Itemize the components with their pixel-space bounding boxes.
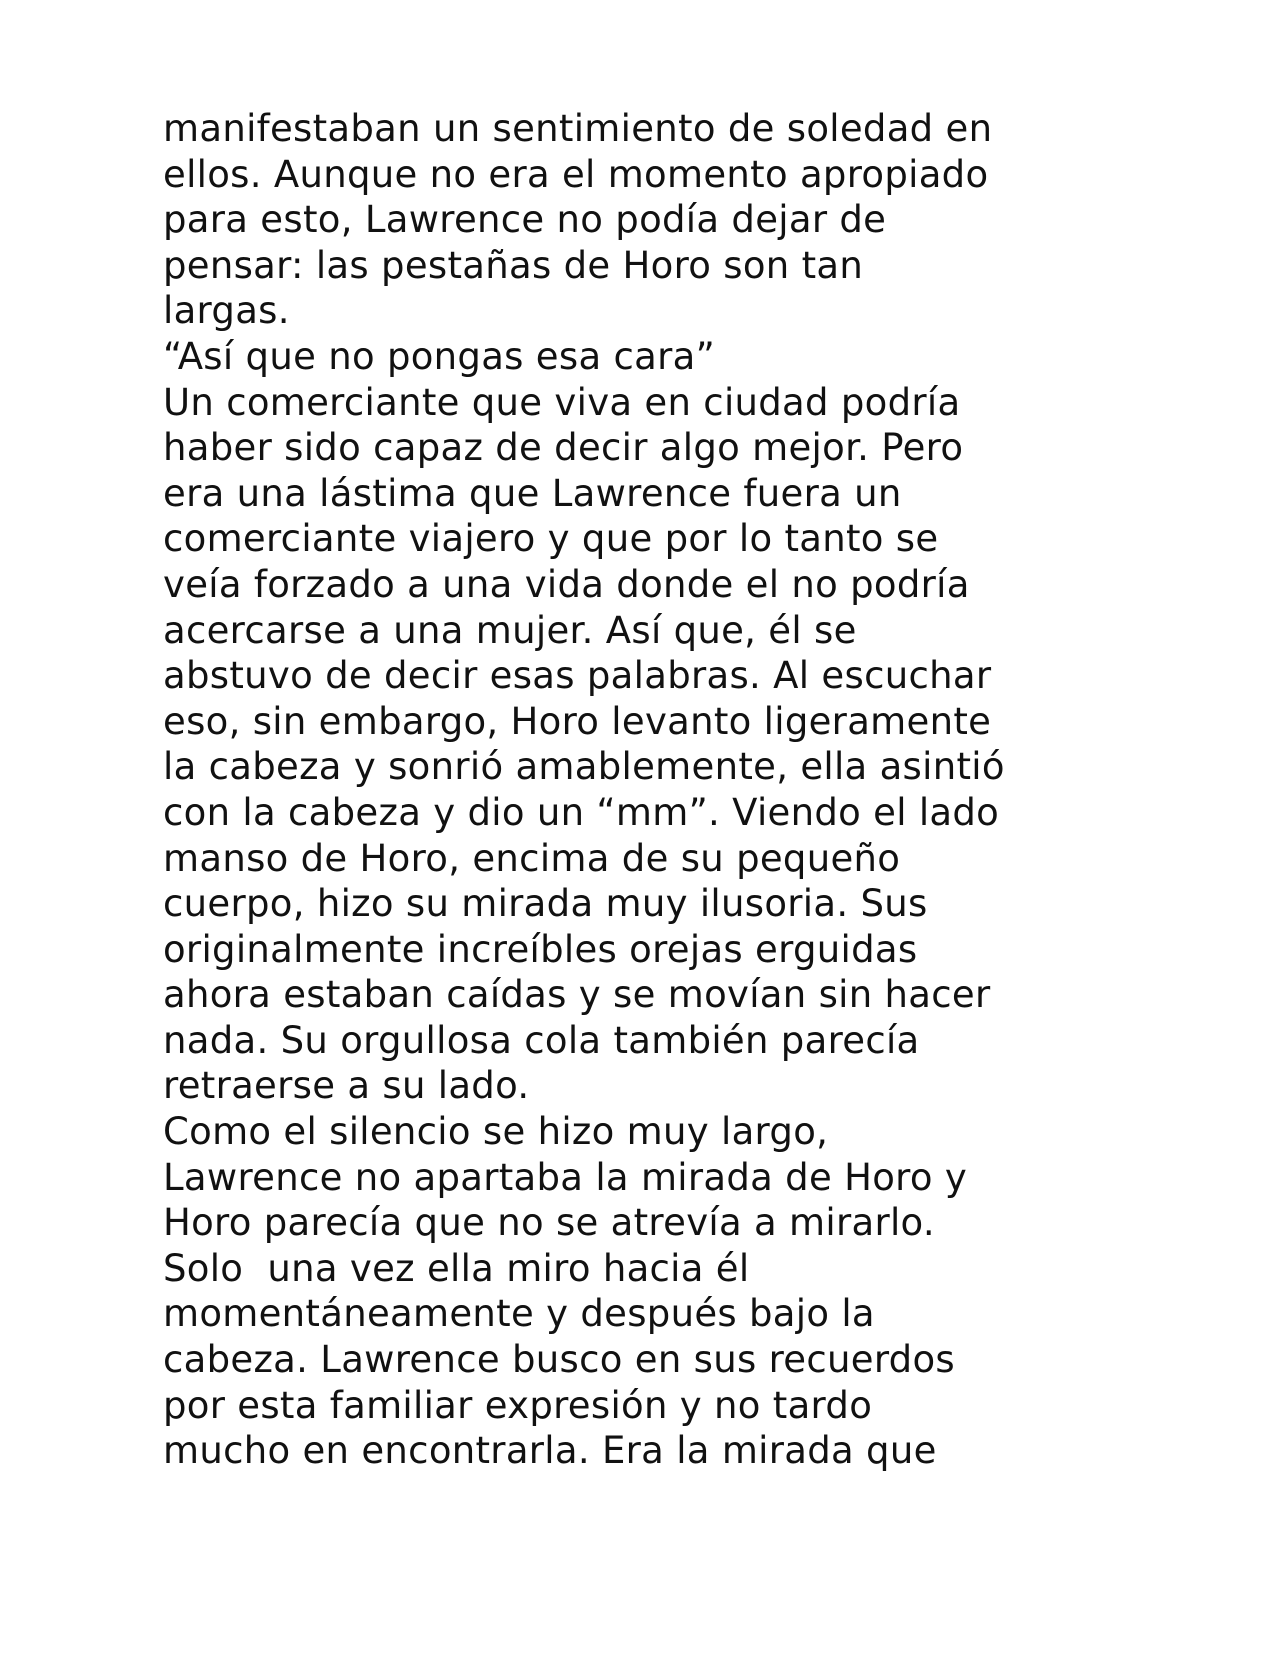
text-line: por esta familiar expresión y no tardo bbox=[163, 1383, 873, 1427]
text-line: cabeza. Lawrence busco en sus recuerdos bbox=[163, 1338, 955, 1382]
text-line: ahora estaban caídas y se movían sin hacer bbox=[163, 973, 991, 1017]
text-line: Un comerciante que viva en ciudad podría bbox=[163, 380, 961, 424]
body-text bbox=[163, 106, 1163, 1474]
text-line: eso, sin embargo, Horo levanto ligeramente bbox=[163, 699, 992, 743]
text-line: Solo una vez ella miro hacia él bbox=[163, 1246, 750, 1290]
text-line: Como el silencio se hizo muy largo, bbox=[163, 1110, 829, 1154]
text-line: abstuvo de decir esas palabras. Al escuchar bbox=[163, 654, 992, 698]
text-line: retraerse a su lado. bbox=[163, 1064, 530, 1108]
text-line: nada. Su orgullosa cola también parecía bbox=[163, 1018, 920, 1062]
text-line: la cabeza y sonrió amablemente, ella asintió bbox=[163, 745, 1005, 789]
text-line: era una lástima que Lawrence fuera un bbox=[163, 471, 902, 515]
text-line: originalmente increíbles orejas erguidas bbox=[163, 927, 918, 971]
text-line: haber sido capaz de decir algo mejor. Pero bbox=[163, 426, 964, 470]
text-line: mucho en encontrarla. Era la mirada que bbox=[163, 1429, 937, 1473]
text-line: pensar: las pestañas de Horo son tan bbox=[163, 243, 864, 287]
text-line: veía forzado a una vida donde el no podría bbox=[163, 562, 970, 606]
text-line: comerciante viajero y que por lo tanto se bbox=[163, 517, 939, 561]
text-line: con la cabeza y dio un “mm”. Viendo el lado bbox=[163, 790, 1000, 834]
text-line: cuerpo, hizo su mirada muy ilusoria. Sus bbox=[163, 882, 928, 926]
text-line: manso de Horo, encima de su pequeño bbox=[163, 836, 901, 880]
text-line: ellos. Aunque no era el momento apropiado bbox=[163, 152, 989, 196]
text-line: momentáneamente y después bajo la bbox=[163, 1292, 875, 1336]
text-line: Lawrence no apartaba la mirada de Horo y bbox=[163, 1155, 968, 1199]
text-line: acercarse a una mujer. Así que, él se bbox=[163, 608, 857, 652]
dialogue-line: “Así que no pongas esa cara” bbox=[163, 334, 716, 378]
text-line: Horo parecía que no se atrevía a mirarlo. bbox=[163, 1201, 935, 1245]
text-line: manifestaban un sentimiento de soledad en bbox=[163, 107, 993, 150]
text-line: largas. bbox=[163, 289, 290, 333]
text-line: para esto, Lawrence no podía dejar de bbox=[163, 198, 887, 242]
